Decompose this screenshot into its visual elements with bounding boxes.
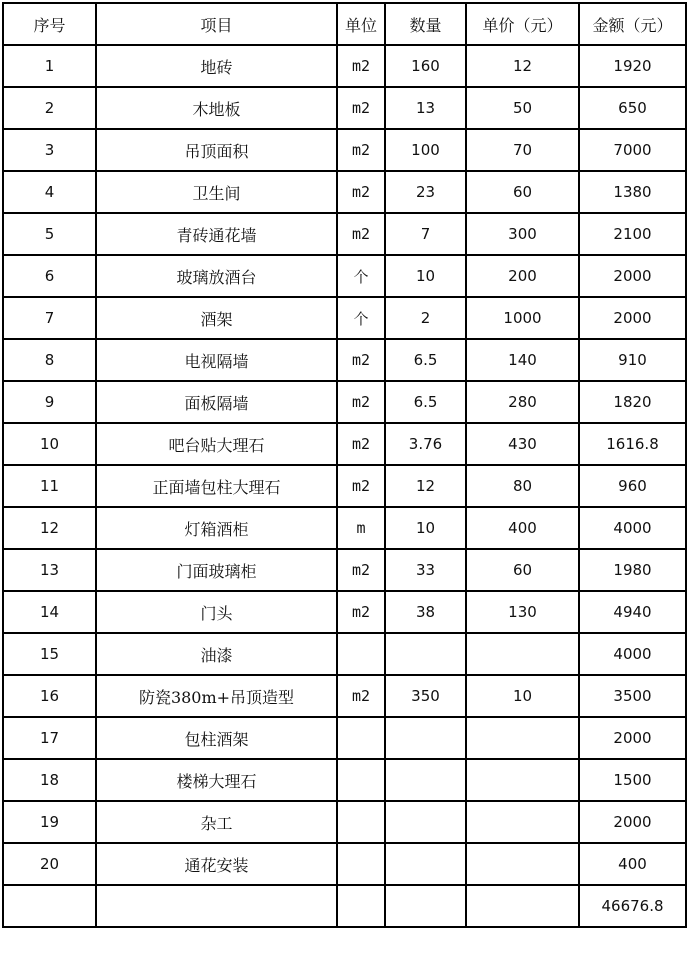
table-row — [3, 465, 686, 507]
cell-amount: 4940 — [579, 591, 686, 633]
cell-price — [466, 633, 579, 675]
cell-unit: m2 — [337, 591, 385, 633]
cell-price: 130 — [466, 591, 579, 633]
cell-amount: 2000 — [579, 297, 686, 339]
cell-no: 3 — [3, 129, 96, 171]
header-no: 序号 — [3, 3, 96, 45]
cell-amount: 1500 — [579, 759, 686, 801]
cell-qty: 10 — [385, 255, 466, 297]
cell-no: 5 — [3, 213, 96, 255]
cell-no: 7 — [3, 297, 96, 339]
table-body — [3, 45, 686, 927]
cell-item: 电视隔墙 — [96, 339, 337, 381]
cell-item: 面板隔墙 — [96, 381, 337, 423]
cell-amount: 960 — [579, 465, 686, 507]
cell-no: 20 — [3, 843, 96, 885]
cell-item: 门头 — [96, 591, 337, 633]
cell-amount: 1980 — [579, 549, 686, 591]
cell-qty: 13 — [385, 87, 466, 129]
cell-item: 楼梯大理石 — [96, 759, 337, 801]
cell-qty — [385, 885, 466, 927]
cell-no: 8 — [3, 339, 96, 381]
cell-unit: m2 — [337, 423, 385, 465]
cell-amount: 400 — [579, 843, 686, 885]
cell-unit — [337, 801, 385, 843]
cell-amount: 910 — [579, 339, 686, 381]
cell-price: 300 — [466, 213, 579, 255]
table-row — [3, 45, 686, 87]
cell-price: 50 — [466, 87, 579, 129]
cell-qty: 160 — [385, 45, 466, 87]
cell-unit: m2 — [337, 465, 385, 507]
table-row — [3, 801, 686, 843]
cell-no: 1 — [3, 45, 96, 87]
header-item: 项目 — [96, 3, 337, 45]
cell-item: 防瓷380m+吊顶造型 — [96, 675, 337, 717]
table-row — [3, 549, 686, 591]
cell-item: 酒架 — [96, 297, 337, 339]
cell-price: 70 — [466, 129, 579, 171]
cell-price — [466, 801, 579, 843]
cell-item: 木地板 — [96, 87, 337, 129]
cell-item: 通花安装 — [96, 843, 337, 885]
cell-item: 门面玻璃柜 — [96, 549, 337, 591]
cell-item: 玻璃放酒台 — [96, 255, 337, 297]
cell-unit: m2 — [337, 549, 385, 591]
cell-unit: m2 — [337, 339, 385, 381]
cell-no: 18 — [3, 759, 96, 801]
cell-qty: 3.76 — [385, 423, 466, 465]
cell-item: 包柱酒架 — [96, 717, 337, 759]
cell-amount: 1820 — [579, 381, 686, 423]
cell-no: 19 — [3, 801, 96, 843]
cell-price: 60 — [466, 549, 579, 591]
cell-price — [466, 717, 579, 759]
cell-amount: 3500 — [579, 675, 686, 717]
cell-amount: 46676.8 — [579, 885, 686, 927]
cell-unit: m2 — [337, 675, 385, 717]
cell-amount: 2000 — [579, 255, 686, 297]
total-row — [3, 885, 686, 927]
cell-amount: 7000 — [579, 129, 686, 171]
cell-qty: 6.5 — [385, 339, 466, 381]
cell-no: 12 — [3, 507, 96, 549]
cell-unit: m2 — [337, 87, 385, 129]
table-row — [3, 297, 686, 339]
cell-item: 灯箱酒柜 — [96, 507, 337, 549]
cell-item: 正面墙包柱大理石 — [96, 465, 337, 507]
cell-qty — [385, 801, 466, 843]
cell-unit — [337, 885, 385, 927]
header-price: 单价（元） — [466, 3, 579, 45]
table-row — [3, 717, 686, 759]
header-row — [3, 3, 686, 45]
cell-item: 吧台贴大理石 — [96, 423, 337, 465]
cell-no: 14 — [3, 591, 96, 633]
cell-price — [466, 759, 579, 801]
cell-qty: 38 — [385, 591, 466, 633]
cell-no: 2 — [3, 87, 96, 129]
cell-amount: 4000 — [579, 507, 686, 549]
table-header — [3, 3, 686, 45]
table-row — [3, 675, 686, 717]
cell-no: 16 — [3, 675, 96, 717]
cell-unit: 个 — [337, 255, 385, 297]
cell-no: 9 — [3, 381, 96, 423]
cell-no: 13 — [3, 549, 96, 591]
cell-qty: 7 — [385, 213, 466, 255]
cell-unit: m2 — [337, 381, 385, 423]
cell-qty: 12 — [385, 465, 466, 507]
table-row — [3, 87, 686, 129]
cell-qty: 350 — [385, 675, 466, 717]
cell-price: 12 — [466, 45, 579, 87]
cell-unit: m2 — [337, 129, 385, 171]
header-unit: 单位 — [337, 3, 385, 45]
table-row — [3, 591, 686, 633]
cell-qty — [385, 633, 466, 675]
header-amount: 金额（元） — [579, 3, 686, 45]
cell-unit — [337, 759, 385, 801]
table-row — [3, 213, 686, 255]
cell-item: 青砖通花墙 — [96, 213, 337, 255]
cell-unit: m — [337, 507, 385, 549]
cell-no: 11 — [3, 465, 96, 507]
cell-qty: 100 — [385, 129, 466, 171]
cell-qty — [385, 843, 466, 885]
cell-price: 430 — [466, 423, 579, 465]
header-qty: 数量 — [385, 3, 466, 45]
table-row — [3, 171, 686, 213]
cell-amount: 1616.8 — [579, 423, 686, 465]
cell-amount: 650 — [579, 87, 686, 129]
cell-no: 10 — [3, 423, 96, 465]
cell-price — [466, 843, 579, 885]
cost-table — [2, 2, 687, 928]
cell-amount: 2100 — [579, 213, 686, 255]
cell-price: 80 — [466, 465, 579, 507]
cell-amount: 1920 — [579, 45, 686, 87]
cell-price: 400 — [466, 507, 579, 549]
cell-unit — [337, 717, 385, 759]
table-row — [3, 255, 686, 297]
cell-qty: 6.5 — [385, 381, 466, 423]
table-row — [3, 507, 686, 549]
cell-price — [466, 885, 579, 927]
cell-item: 卫生间 — [96, 171, 337, 213]
table-row — [3, 381, 686, 423]
table-row — [3, 423, 686, 465]
cell-item: 杂工 — [96, 801, 337, 843]
cell-no: 4 — [3, 171, 96, 213]
cell-price: 140 — [466, 339, 579, 381]
cell-amount: 2000 — [579, 801, 686, 843]
cell-no — [3, 885, 96, 927]
cell-qty — [385, 717, 466, 759]
cell-qty: 2 — [385, 297, 466, 339]
cell-price: 280 — [466, 381, 579, 423]
cell-unit: 个 — [337, 297, 385, 339]
cell-amount: 4000 — [579, 633, 686, 675]
table-row — [3, 843, 686, 885]
table-row — [3, 129, 686, 171]
cell-no: 6 — [3, 255, 96, 297]
cell-item — [96, 885, 337, 927]
cell-unit — [337, 633, 385, 675]
cell-qty: 33 — [385, 549, 466, 591]
cell-price: 1000 — [466, 297, 579, 339]
cell-no: 17 — [3, 717, 96, 759]
cell-unit: m2 — [337, 45, 385, 87]
cell-unit: m2 — [337, 213, 385, 255]
cell-unit — [337, 843, 385, 885]
cell-no: 15 — [3, 633, 96, 675]
table-row — [3, 339, 686, 381]
cell-amount: 1380 — [579, 171, 686, 213]
cell-amount: 2000 — [579, 717, 686, 759]
cell-item: 油漆 — [96, 633, 337, 675]
cell-qty — [385, 759, 466, 801]
cell-price: 60 — [466, 171, 579, 213]
cell-qty: 10 — [385, 507, 466, 549]
cell-item: 地砖 — [96, 45, 337, 87]
cell-item: 吊顶面积 — [96, 129, 337, 171]
table-row — [3, 633, 686, 675]
cell-unit: m2 — [337, 171, 385, 213]
cell-price: 200 — [466, 255, 579, 297]
cell-qty: 23 — [385, 171, 466, 213]
cell-price: 10 — [466, 675, 579, 717]
table-row — [3, 759, 686, 801]
